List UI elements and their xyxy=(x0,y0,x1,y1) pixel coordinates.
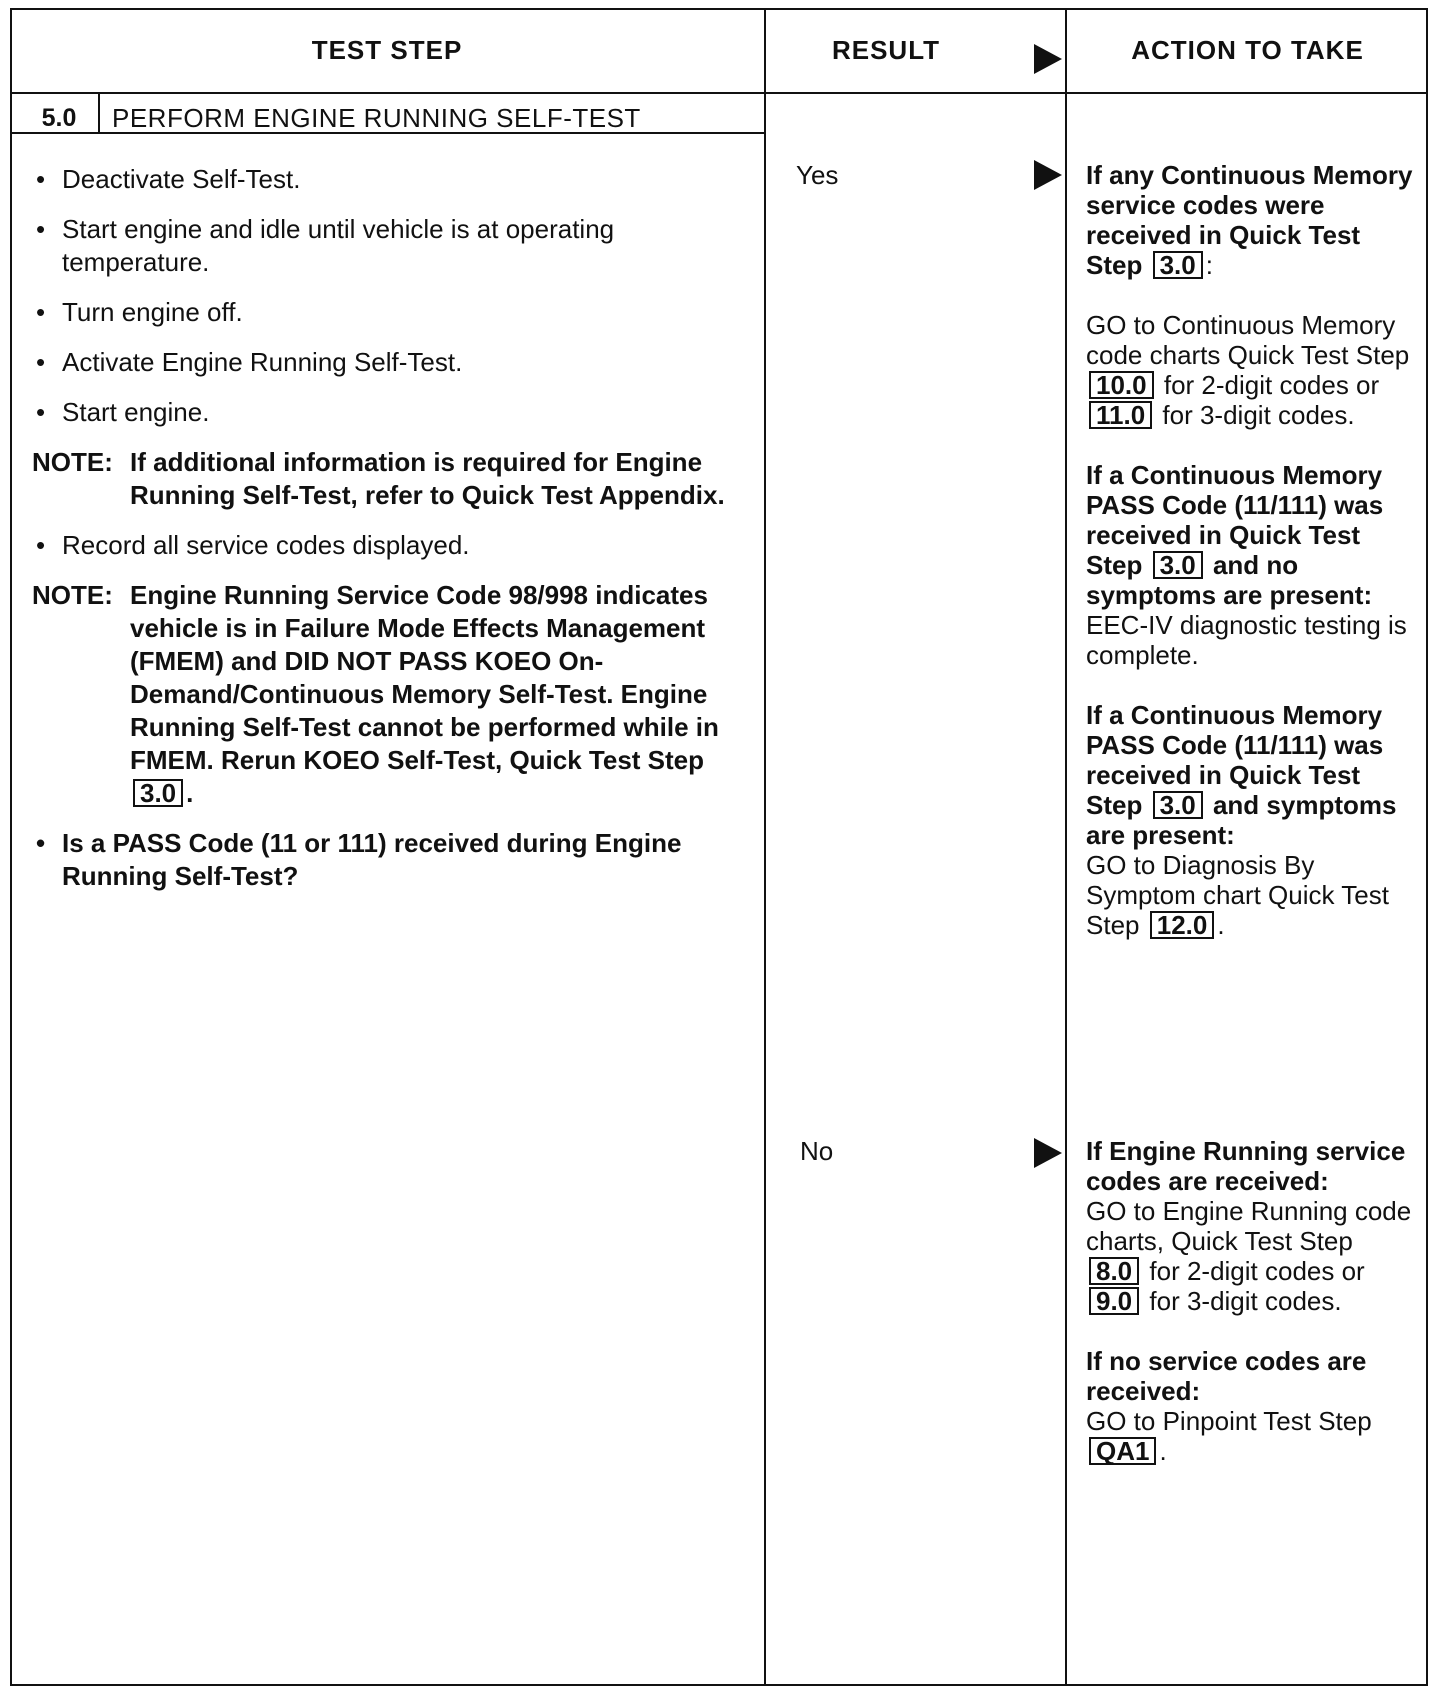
header-test-step: TEST STEP xyxy=(311,34,463,65)
diagnostic-chart-page xyxy=(10,8,1428,1686)
action-colon: : xyxy=(1205,250,1213,280)
action-text: GO to Diagnosis By Symptom chart Quick Test Step xyxy=(1086,850,1389,940)
step-reference-box: 3.0 xyxy=(1153,251,1203,279)
action-period: . xyxy=(1159,1436,1167,1466)
instruction-item: • Start engine and idle until vehicle is at operating temperature. xyxy=(32,213,752,279)
action-text: EEC-IV diagnostic testing is complete. xyxy=(1086,610,1407,670)
action-continuous-codes xyxy=(1086,160,1416,280)
action-condition-end: and no symptoms are present: xyxy=(1086,550,1373,610)
test-question: • Is a PASS Code (11 or 111) received during Engine Running Self-Test? xyxy=(32,827,752,893)
note-label: NOTE: xyxy=(32,447,113,477)
step-reference-box: 3.0 xyxy=(1153,551,1203,579)
step-reference-box: 9.0 xyxy=(1089,1287,1139,1315)
action-condition: If a Continuous Memory PASS Code (11/111) was received in Quick Test Step xyxy=(1086,700,1384,820)
result-arrow-icon xyxy=(1034,44,1062,74)
result-no: No xyxy=(800,1136,834,1166)
action-condition: If a Continuous Memory PASS Code (11/111) was received in Quick Test Step xyxy=(1086,460,1384,580)
action-no-codes xyxy=(1086,1346,1416,1466)
step-reference-box: 10.0 xyxy=(1089,371,1154,399)
result-yes: Yes xyxy=(796,160,839,190)
action-text: GO to Pinpoint Test Step xyxy=(1086,1406,1372,1436)
note-period: . xyxy=(186,778,194,808)
test-step-instructions xyxy=(32,163,752,910)
step-reference-box: 3.0 xyxy=(133,779,183,807)
step-reference-box: QA1 xyxy=(1089,1437,1156,1465)
step-reference-box: 3.0 xyxy=(1153,791,1203,819)
action-text: for 3-digit codes. xyxy=(1149,1286,1342,1316)
instruction-item: • Record all service codes displayed. xyxy=(32,529,752,562)
note-block xyxy=(32,446,752,512)
header-divider xyxy=(10,92,1428,94)
instruction-item: • Activate Engine Running Self-Test. xyxy=(32,346,752,379)
action-text: for 2-digit codes or xyxy=(1163,370,1380,400)
action-period: . xyxy=(1217,910,1225,940)
action-condition: If Engine Running service codes are received: xyxy=(1086,1136,1406,1196)
column-divider-result xyxy=(764,8,766,1686)
result-no-arrow-icon xyxy=(1034,1138,1062,1168)
instruction-item: • Turn engine off. xyxy=(32,296,752,329)
step-title: PERFORM ENGINE RUNNING SELF-TEST xyxy=(112,102,641,133)
actions-no xyxy=(1086,1136,1416,1496)
instruction-item: • Deactivate Self-Test. xyxy=(32,163,752,196)
step-reference-box: 8.0 xyxy=(1089,1257,1139,1285)
step-number: 5.0 xyxy=(41,103,77,132)
action-condition-end: and symptoms are present: xyxy=(1086,790,1397,850)
action-goto-continuous-charts xyxy=(1086,310,1416,430)
instruction-item: • Start engine. xyxy=(32,396,752,429)
step-reference-box: 12.0 xyxy=(1150,911,1215,939)
note-text xyxy=(130,579,752,810)
action-text: GO to Engine Running code charts, Quick Test Step xyxy=(1086,1196,1412,1256)
header-action-to-take: ACTION TO TAKE xyxy=(1131,34,1364,65)
column-divider-action xyxy=(1065,8,1067,1686)
action-text: for 3-digit codes. xyxy=(1162,400,1355,430)
actions-yes xyxy=(1086,160,1416,970)
action-condition: If any Continuous Memory service codes were received in Quick Test Step xyxy=(1086,160,1413,280)
action-text: for 2-digit codes or xyxy=(1149,1256,1365,1286)
action-pass-no-symptoms xyxy=(1086,460,1416,670)
header-result: RESULT xyxy=(831,34,941,65)
note-text: If additional information is required for Engine Running Self-Test, refer to Quick Test Appendix. xyxy=(130,447,725,510)
step-reference-box: 11.0 xyxy=(1089,401,1152,429)
note-text-body: Engine Running Service Code 98/998 indicates vehicle is in Failure Mode Effects Management (FMEM) and DID NOT PASS KOEO On-Demand/Continuous Memory Self-Test. Engine Running Self-Test cannot be performed while in FMEM. Rerun KOEO Self-Test, Quick Test Step xyxy=(130,580,719,775)
note-label: NOTE: xyxy=(32,580,113,610)
action-condition: If no service codes are received: xyxy=(1086,1346,1367,1406)
action-pass-with-symptoms xyxy=(1086,700,1416,940)
action-text: GO to Continuous Memory code charts Quick Test Step xyxy=(1086,310,1410,370)
result-yes-arrow-icon xyxy=(1034,160,1062,190)
action-engine-running-codes xyxy=(1086,1136,1416,1316)
note-block xyxy=(32,579,752,810)
